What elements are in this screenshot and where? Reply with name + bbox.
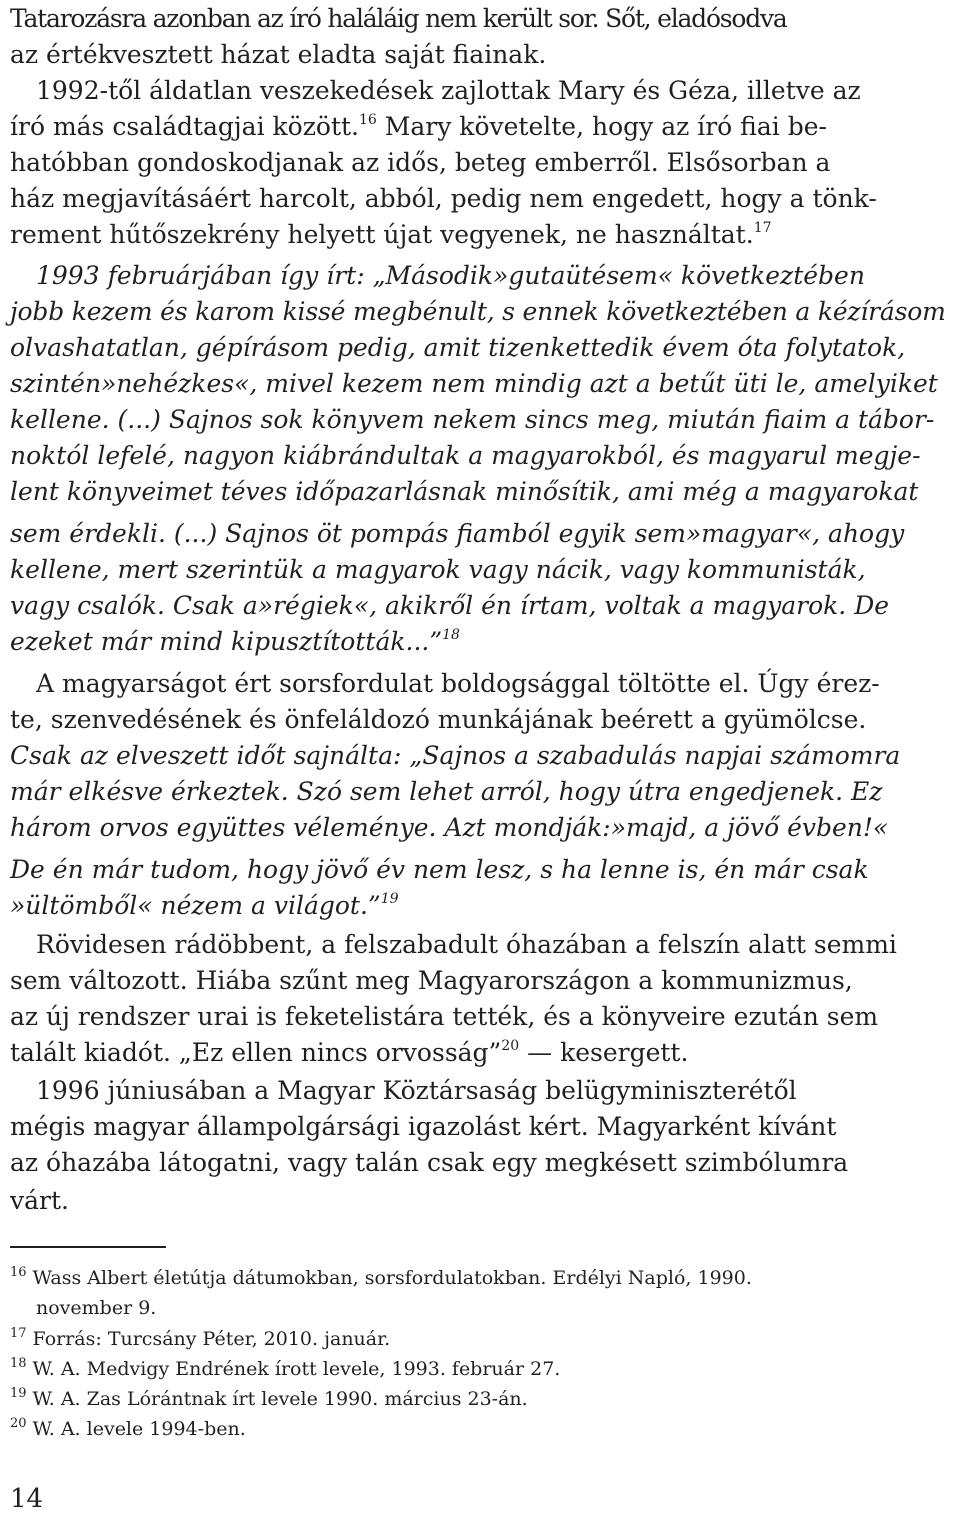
text-line: az óhazába látogatni, vagy talán csak egy megkésett szimbólumra <box>10 1148 849 1177</box>
quote-line: sem érdekli. (...) Sajnos öt pompás fiamból egyik sem»magyar«, ahogy <box>10 519 905 548</box>
page-number: 14 <box>10 1484 44 1514</box>
text-line: író más családtagjai között.$^{16}$ Mary követelte, hogy az író fiai be- <box>10 112 827 141</box>
text-line: három orvos együttes véleménye. Azt mondják:»majd, a jövő évben!« <box>10 813 889 842</box>
footnote: $^{18}$ W. A. Medvigy Endrének írott levele, 1993. február 27. <box>10 1356 561 1380</box>
text-line: hatóbban gondoskodjanak az idős, beteg emberről. Elsősorban a <box>10 148 831 177</box>
quote-line: vagy csalók. Csak a»régiek«, akikről én írtam, voltak a magyarok. De <box>10 591 890 620</box>
text-line: sem változott. Hiába szűnt meg Magyarországon a kommunizmus, <box>10 966 853 995</box>
text-line: az új rendszer urai is feketelistára tették, és a könyveire ezután sem <box>10 1002 879 1031</box>
footnote: november 9. <box>36 1297 157 1319</box>
quote-line: kellene. (...) Sajnos sok könyvem nekem sincs meg, miután fiaim a tábor- <box>10 405 935 434</box>
text-line: te, szenvedésének és önfeláldozó munkájának beérett a gyümölcse. <box>10 705 867 734</box>
text-line: már elkésve érkeztek. Szó sem lehet arról, hogy útra engedjenek. Ez <box>10 777 883 806</box>
quote-line: olvashatatlan, gépírásom pedig, amit tizenkettedik évem óta folytatok, <box>10 333 906 362</box>
text-line: Rövidesen rádöbbent, a felszabadult óhazában a felszín alatt semmi <box>36 930 897 959</box>
footnote-ref: 16 <box>359 112 377 128</box>
footnote-ref: 18 <box>442 627 460 643</box>
footnote: $^{17}$ Forrás: Turcsány Péter, 2010. január. <box>10 1326 391 1350</box>
text-line: De én már tudom, hogy jövő év nem lesz, s ha lenne is, én már csak <box>10 855 869 884</box>
quote-line: szintén»nehézkes«, mivel kezem nem mindig azt a betűt üti le, amelyiket <box>10 369 938 398</box>
quote-line: ezeket már mind kipusztították...”$^{18}$ <box>10 627 460 656</box>
quote-line: noktól lefelé, nagyon kiábrándultak a magyarokból, és magyarul megje- <box>10 441 921 470</box>
text-line: ház megjavításáért harcolt, abból, pedig nem engedett, hogy a tönk- <box>10 184 877 213</box>
footnote-divider <box>10 1246 166 1248</box>
footnote-ref: 20 <box>501 1038 520 1054</box>
text-line: 1996 júniusában a Magyar Köztársaság belügyminiszterétől <box>36 1076 797 1105</box>
footnote-ref: 19 <box>380 891 399 907</box>
text-line: mégis magyar állampolgársági igazolást kért. Magyarként kívánt <box>10 1112 837 1141</box>
quote-line: lent könyveimet téves időpazarlásnak minősítik, ami még a magyarokat <box>10 477 919 506</box>
quote-line: kellene, mert szerintük a magyarok vagy nácik, vagy kommunisták, <box>10 555 866 584</box>
footnote: $^{19}$ W. A. Zas Lórántnak írt levele 1990. március 23-án. <box>10 1386 528 1410</box>
text-line: az értékvesztett házat eladta saját fiainak. <box>10 40 547 69</box>
quote-line: jobb kezem és karom kissé megbénult, s ennek következtében a kézírásom <box>10 297 946 326</box>
text-line: A magyarságot ért sorsfordulat boldogsággal töltötte el. Úgy érez- <box>36 669 880 698</box>
footnote-ref: 17 <box>753 220 772 236</box>
footnote: $^{16}$ Wass Albert életútja dátumokban, sorsfordulatokban. Erdélyi Napló, 1990. <box>10 1265 752 1289</box>
text-line: várt. <box>10 1186 69 1215</box>
text-line: Csak az elveszett időt sajnálta: „Sajnos a szabadulás napjai számomra <box>10 741 901 770</box>
text-line: 1992-től áldatlan veszekedések zajlottak Mary és Géza, illetve az <box>36 76 861 105</box>
text-line: Tatarozásra azonban az író haláláig nem került sor. Sőt, eladósodva <box>10 4 787 33</box>
text-line: talált kiadót. „Ez ellen nincs orvosság”$^{20}$ — kesergett. <box>10 1038 689 1067</box>
text-line: »ültömből« nézem a világot.”$^{19}$ <box>10 891 399 920</box>
text-line: rement hűtőszekrény helyett újat vegyenek, ne használtat.$^{17}$ <box>10 220 772 249</box>
quote-line: 1993 februárjában így írt: „Második»gutaütésem« következtében <box>36 261 865 290</box>
footnote: $^{20}$ W. A. levele 1994-ben. <box>10 1416 246 1440</box>
